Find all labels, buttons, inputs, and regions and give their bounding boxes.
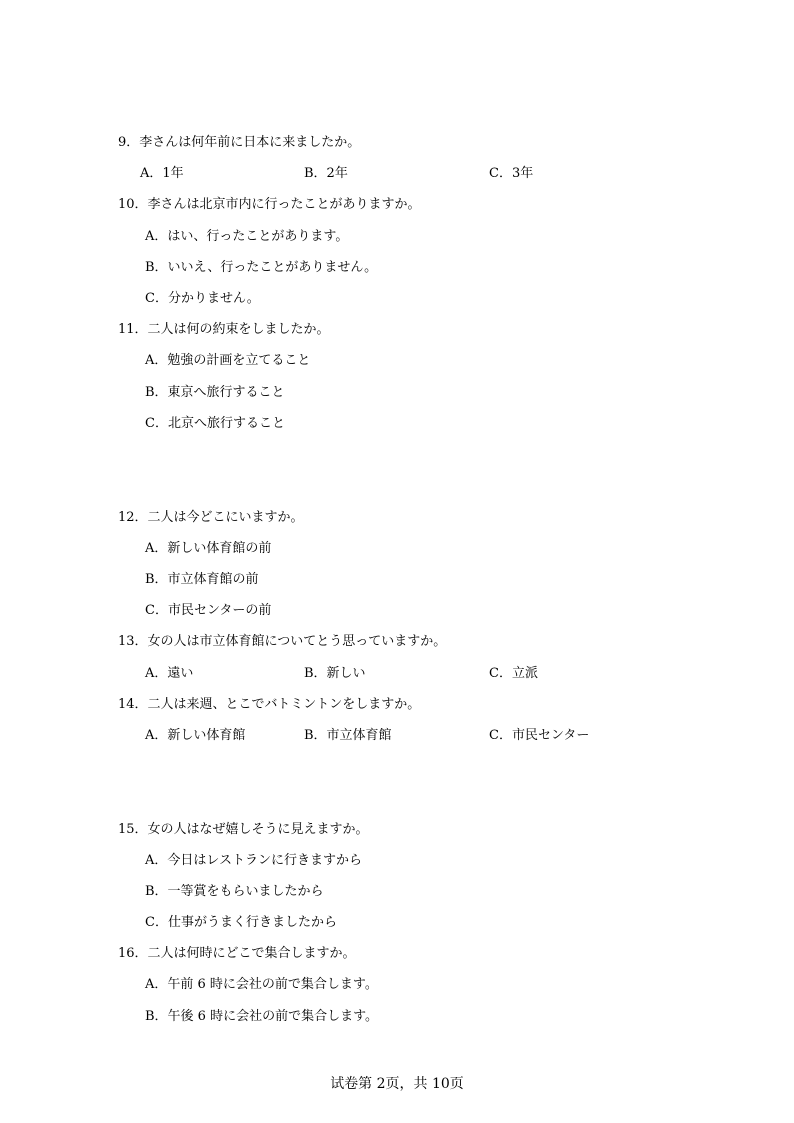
question-9-option-c: C．3年 [489,166,534,181]
question-14-stem: 14．二人は来週、とこでバトミントンをしますか。 [118,697,421,712]
question-12-option-b: B．市立体育館の前 [145,572,259,587]
question-10-stem: 10．李さんは北京市内に行ったことがありますか。 [118,197,421,212]
question-13-stem: 13．女の人は市立体育館についてとう思っていますか。 [118,634,447,649]
question-11-option-c: C．北京へ旅行すること [145,416,285,431]
question-13-option-c: C．立派 [489,666,538,681]
question-10-option-b: B．いいえ、行ったことがありません。 [145,260,378,275]
question-15-stem: 15．女の人はなぜ嬉しそうに見えますか。 [118,822,369,837]
question-13-option-b: B．新しい [304,666,366,681]
question-11-stem: 11．二人は何の約束をしましたか。 [118,322,330,337]
question-10-option-a: A．はい、行ったことがあります。 [145,229,349,244]
question-12-option-c: C．市民センターの前 [145,603,272,618]
question-16-stem: 16．二人は何時にどこで集合しますか。 [118,946,356,961]
question-9-option-a: A．1年 [140,166,184,181]
question-12-stem: 12．二人は今どこにいますか。 [118,510,304,525]
question-15-option-a: A．今日はレストランに行きますから [145,853,362,868]
question-16-option-b: B．午後 6 時に会社の前で集合します。 [145,1009,379,1024]
question-10-option-c: C．分かりません。 [145,291,260,306]
question-12-option-a: A．新しい体育館の前 [145,541,272,556]
page-footer: 试卷第 2页，共 10页 [330,1076,464,1092]
question-15-option-c: C．仕事がうまく行きましたから [145,915,337,930]
question-15-option-b: B．一等賞をもらいましたから [145,884,324,899]
question-14-option-c: C．市民センター [489,728,590,743]
question-9-option-b: B．2年 [304,166,348,181]
question-14-option-b: B．市立体育館 [304,728,392,743]
question-13-option-a: A．遠い [145,666,194,681]
question-16-option-a: A．午前 6 時に会社の前で集合します。 [145,977,378,992]
question-14-option-a: A．新しい体育館 [145,728,246,743]
question-11-option-b: B．東京へ旅行すること [145,385,285,400]
question-9-stem: 9．李さんは何年前に日本に来ましたか。 [118,135,361,150]
question-11-option-a: A．勉強の計画を立てること [145,353,311,368]
